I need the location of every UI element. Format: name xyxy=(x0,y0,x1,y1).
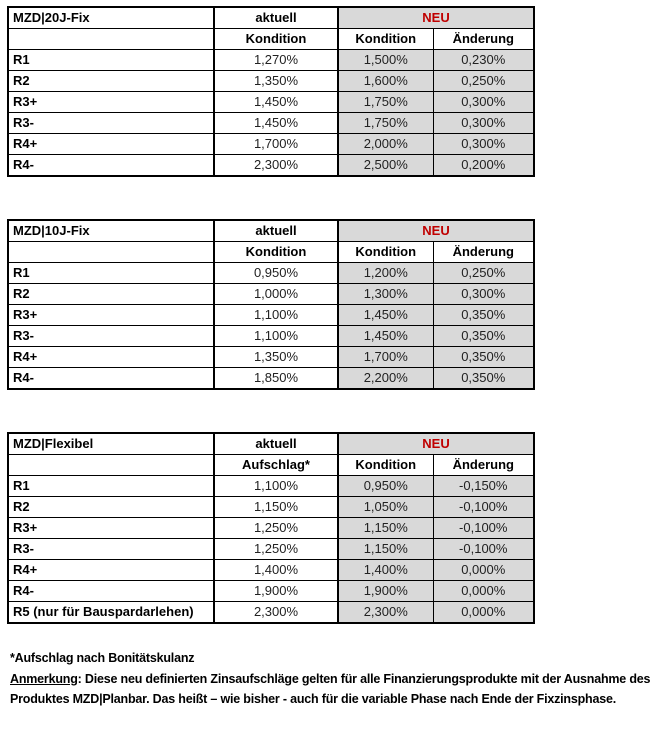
table-column-header-row xyxy=(8,242,534,263)
column-header-current: Kondition xyxy=(214,242,338,263)
new-condition-value: 1,150% xyxy=(338,539,433,560)
change-value: 0,000% xyxy=(433,560,534,581)
current-value: 1,900% xyxy=(214,581,338,602)
change-value: 0,350% xyxy=(433,347,534,368)
table-row xyxy=(8,347,534,368)
row-label: R1 xyxy=(8,263,214,284)
row-label: R3- xyxy=(8,539,214,560)
row-label: R3+ xyxy=(8,305,214,326)
new-condition-value: 1,500% xyxy=(338,50,433,71)
table-row xyxy=(8,539,534,560)
current-value: 1,350% xyxy=(214,71,338,92)
column-header-current: Kondition xyxy=(214,29,338,50)
table-row xyxy=(8,326,534,347)
table-row xyxy=(8,305,534,326)
change-value: -0,100% xyxy=(433,539,534,560)
empty-header-cell xyxy=(8,29,214,50)
change-value: 0,350% xyxy=(433,326,534,347)
row-label: R3+ xyxy=(8,92,214,113)
table-row xyxy=(8,497,534,518)
current-value: 1,100% xyxy=(214,326,338,347)
new-condition-value: 1,600% xyxy=(338,71,433,92)
current-value: 1,450% xyxy=(214,113,338,134)
table-group-header-row xyxy=(8,220,534,242)
remark xyxy=(10,669,660,710)
column-header-current: Aufschlag* xyxy=(214,455,338,476)
footnote: *Aufschlag nach Bonitätskulanz xyxy=(10,651,195,665)
group-header-new: NEU xyxy=(338,433,534,455)
change-value: 0,250% xyxy=(433,71,534,92)
change-value: 0,300% xyxy=(433,92,534,113)
remark-label: Anmerkung xyxy=(10,671,78,686)
row-label: R3- xyxy=(8,113,214,134)
new-condition-value: 1,750% xyxy=(338,92,433,113)
new-condition-value: 1,900% xyxy=(338,581,433,602)
column-header-new-condition: Kondition xyxy=(338,455,433,476)
table-row xyxy=(8,50,534,71)
current-value: 1,000% xyxy=(214,284,338,305)
change-value: 0,350% xyxy=(433,305,534,326)
empty-header-cell xyxy=(8,242,214,263)
row-label: R1 xyxy=(8,476,214,497)
new-condition-value: 1,200% xyxy=(338,263,433,284)
current-value: 1,400% xyxy=(214,560,338,581)
table-row xyxy=(8,560,534,581)
table-20j-fix xyxy=(7,6,535,177)
current-value: 1,150% xyxy=(214,497,338,518)
table-flexibel xyxy=(7,432,535,624)
current-value: 1,250% xyxy=(214,539,338,560)
new-condition-value: 0,950% xyxy=(338,476,433,497)
row-label: R4+ xyxy=(8,560,214,581)
change-value: 0,230% xyxy=(433,50,534,71)
table-row xyxy=(8,134,534,155)
change-value: 0,000% xyxy=(433,581,534,602)
row-label: R1 xyxy=(8,50,214,71)
table-row xyxy=(8,113,534,134)
row-label: R4- xyxy=(8,368,214,390)
table-group-header-row xyxy=(8,433,534,455)
change-value: 0,300% xyxy=(433,113,534,134)
change-value: -0,100% xyxy=(433,497,534,518)
group-header-current: aktuell xyxy=(214,433,338,455)
current-value: 1,250% xyxy=(214,518,338,539)
table-10j-fix xyxy=(7,219,535,390)
notes-section xyxy=(10,648,660,710)
table-title: MZD|10J-Fix xyxy=(8,220,214,242)
row-label: R2 xyxy=(8,284,214,305)
current-value: 1,100% xyxy=(214,305,338,326)
column-header-new-condition: Kondition xyxy=(338,29,433,50)
new-condition-value: 2,300% xyxy=(338,602,433,624)
new-condition-value: 1,400% xyxy=(338,560,433,581)
change-value: 0,000% xyxy=(433,602,534,624)
column-header-change: Änderung xyxy=(433,455,534,476)
remark-text: : Diese neu definierten Zinsaufschläge gelten für alle Finanzierungsprodukte mit der Ausnahme des Produktes MZD|Planbar. Das heißt – wie bisher - auch für die variable Phase nach Ende der Fixzinsphase. xyxy=(10,671,651,706)
table-row xyxy=(8,581,534,602)
current-value: 1,450% xyxy=(214,92,338,113)
change-value: -0,150% xyxy=(433,476,534,497)
new-condition-value: 1,050% xyxy=(338,497,433,518)
group-header-current: aktuell xyxy=(214,220,338,242)
change-value: 0,300% xyxy=(433,284,534,305)
change-value: 0,300% xyxy=(433,134,534,155)
table-title: MZD|20J-Fix xyxy=(8,7,214,29)
current-value: 0,950% xyxy=(214,263,338,284)
change-value: 0,200% xyxy=(433,155,534,177)
table-row xyxy=(8,155,534,177)
table-row xyxy=(8,602,534,624)
column-header-change: Änderung xyxy=(433,29,534,50)
current-value: 1,850% xyxy=(214,368,338,390)
row-label: R2 xyxy=(8,71,214,92)
row-label: R3+ xyxy=(8,518,214,539)
column-header-change: Änderung xyxy=(433,242,534,263)
row-label: R4- xyxy=(8,155,214,177)
new-condition-value: 1,300% xyxy=(338,284,433,305)
table-group-header-row xyxy=(8,7,534,29)
row-label: R2 xyxy=(8,497,214,518)
row-label: R5 (nur für Bauspardarlehen) xyxy=(8,602,214,624)
new-condition-value: 1,700% xyxy=(338,347,433,368)
new-condition-value: 1,450% xyxy=(338,326,433,347)
change-value: 0,250% xyxy=(433,263,534,284)
empty-header-cell xyxy=(8,455,214,476)
current-value: 1,270% xyxy=(214,50,338,71)
table-row xyxy=(8,476,534,497)
row-label: R4- xyxy=(8,581,214,602)
current-value: 2,300% xyxy=(214,602,338,624)
new-condition-value: 1,750% xyxy=(338,113,433,134)
table-row xyxy=(8,284,534,305)
current-value: 1,350% xyxy=(214,347,338,368)
group-header-new: NEU xyxy=(338,220,534,242)
row-label: R3- xyxy=(8,326,214,347)
row-label: R4+ xyxy=(8,134,214,155)
table-row xyxy=(8,263,534,284)
change-value: -0,100% xyxy=(433,518,534,539)
table-column-header-row xyxy=(8,29,534,50)
new-condition-value: 1,450% xyxy=(338,305,433,326)
table-column-header-row xyxy=(8,455,534,476)
current-value: 1,700% xyxy=(214,134,338,155)
new-condition-value: 2,200% xyxy=(338,368,433,390)
row-label: R4+ xyxy=(8,347,214,368)
group-header-current: aktuell xyxy=(214,7,338,29)
table-row xyxy=(8,518,534,539)
table-row xyxy=(8,71,534,92)
table-row xyxy=(8,368,534,390)
current-value: 1,100% xyxy=(214,476,338,497)
table-row xyxy=(8,92,534,113)
change-value: 0,350% xyxy=(433,368,534,390)
column-header-new-condition: Kondition xyxy=(338,242,433,263)
current-value: 2,300% xyxy=(214,155,338,177)
new-condition-value: 2,500% xyxy=(338,155,433,177)
group-header-new: NEU xyxy=(338,7,534,29)
new-condition-value: 1,150% xyxy=(338,518,433,539)
table-title: MZD|Flexibel xyxy=(8,433,214,455)
new-condition-value: 2,000% xyxy=(338,134,433,155)
